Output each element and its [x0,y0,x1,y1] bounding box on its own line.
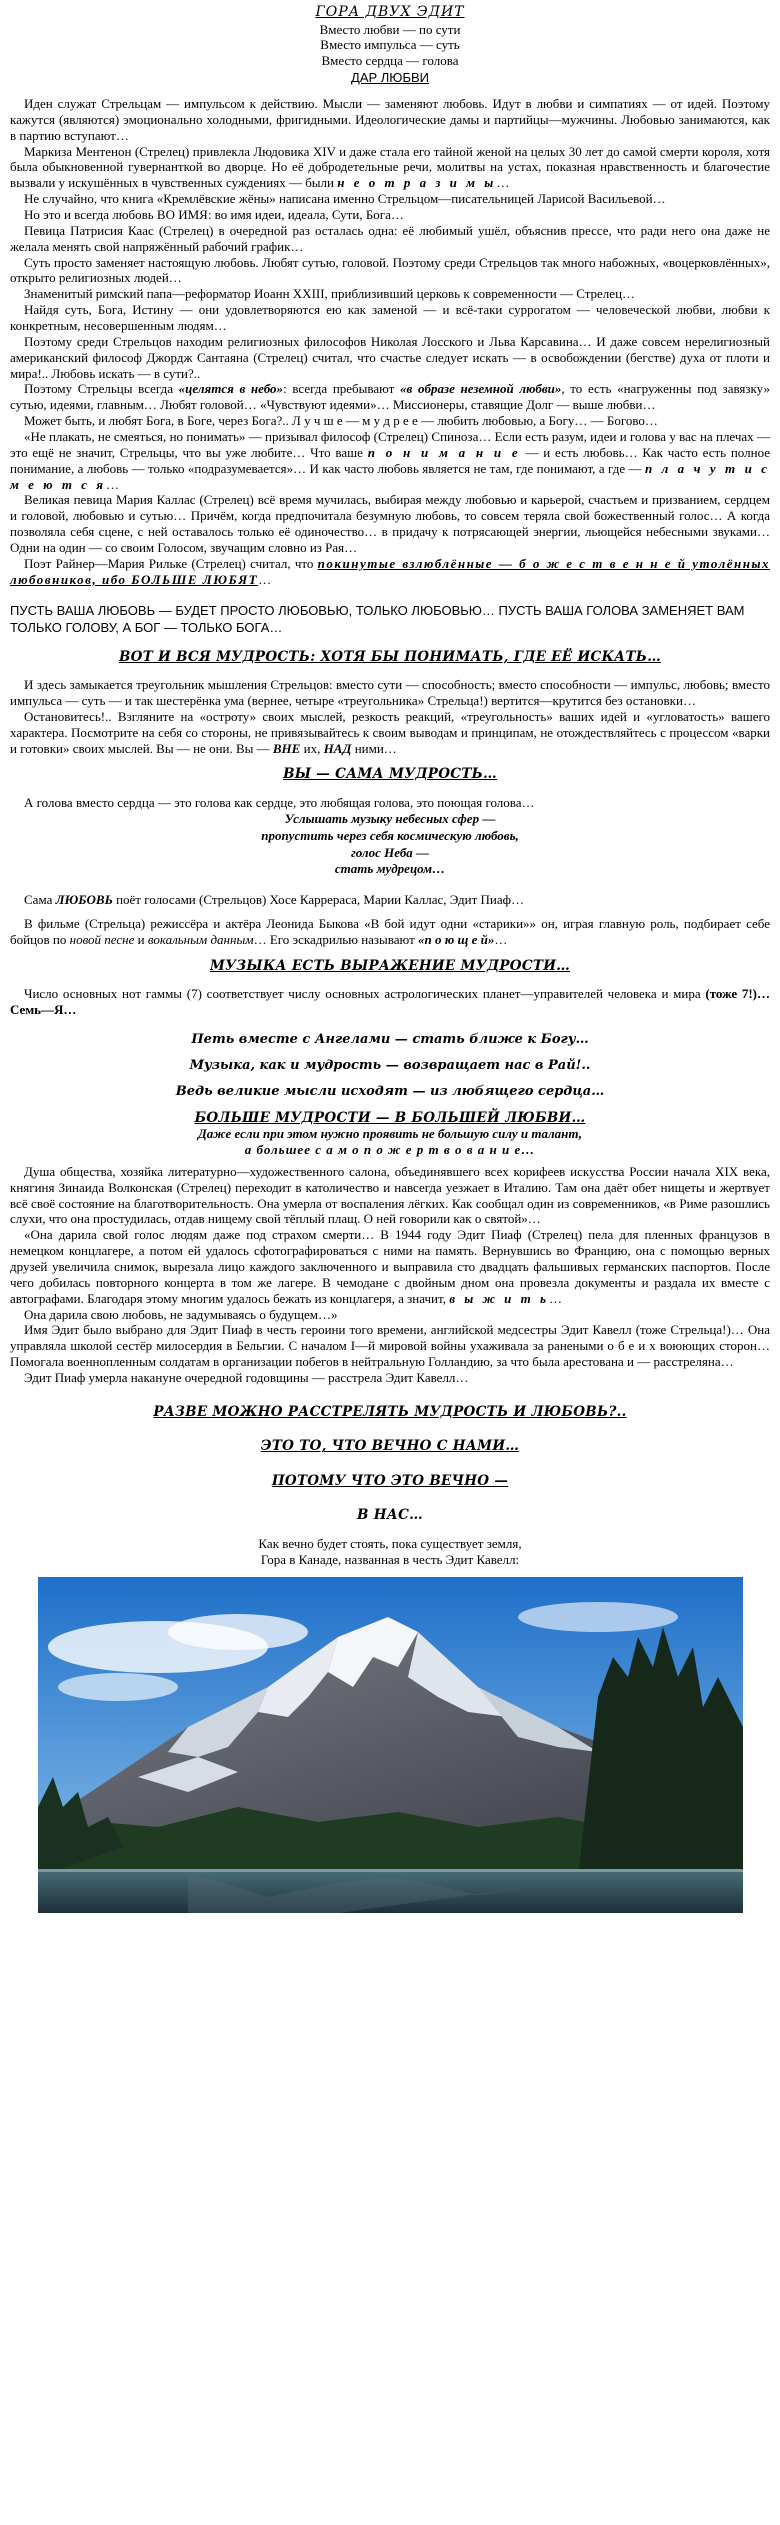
heading: МУЗЫКА ЕСТЬ ВЫРАЖЕНИЕ МУДРОСТИ… [209,957,571,974]
paragraph: Иден служат Стрельцам — импульсом к действию. Мысли — заменяют любовь. Идут в любви и симпатиях — от идей. Поэтому кажутся (являются) эмоционально холодными, фригидными. Идеологические дамы и партийцы—мужчины. Любовью занимаются, как в партию вступают… [10,95,770,143]
verse-line: стать мудрецом… [334,861,446,877]
text: … [494,932,508,948]
verse [10,811,770,879]
quote: Музыка, как и мудрость — возвращает нас в Рай!.. [189,1057,591,1073]
heading: ПОТОМУ ЧТО ЭТО ВЕЧНО — [271,1472,509,1489]
text: Число основных нот гаммы (7) соответствует числу основных астрологических планет—управителей человека и мира [24,986,701,1002]
paragraph [10,381,770,413]
paragraph: Не случайно, что книга «Кремлёвские жёны» написана именно Стрельцом—писательницей Ларисой Васильевой… [24,191,666,207]
verse-line: голос Неба — [350,844,430,860]
caps-statement: ПУСТЬ ВАША ЛЮБОВЬ — БУДЕТ ПРОСТО ЛЮБОВЬЮ, ТОЛЬКО ЛЮБОВЬЮ… ПУСТЬ ВАША ГОЛОВА ЗАМЕНЯЕТ ВАМ ТОЛЬКО ГОЛОВУ, А БОГ — ТОЛЬКО БОГА… [10,602,745,636]
paragraph: Суть просто заменяет настоящую любовь. Любят сутью, головой. Поэтому среди Стрельцов так много набожных, «воцерковлённых», открыто религиозных людей… [10,254,770,286]
emphasis: п л а ч у т и с м е ю т с я [10,460,770,492]
paragraph: Может быть, и любят Бога, в Боге, через Бога?.. Л у ч ш е — м у д р е е — любить любовью, а Богу… — Богово… [24,413,658,429]
heading: ВЫ — САМА МУДРОСТЬ… [283,766,497,783]
caption-line: Как вечно будет стоять, пока существует земля, [258,1535,522,1551]
paragraph: Имя Эдит было выбрано для Эдит Пиаф в честь героини того времени, английской медсестры Эдит Кавелл (тоже Стрельца!)… Она управляла школой сестёр милосердия в Бельгии. С началом I—й мировой войны ухаживала за ранеными о б е и х воюющих сторон… Помогала военнопленным солдатам в организации побегов в нейтральную Голландию, за что была арестована и — расстреляна… [10,1322,770,1370]
text: Сама [24,892,53,908]
caption-line: Гора в Канаде, названная в честь Эдит Кавелл: [260,1551,520,1567]
closing-caption [10,1536,770,1568]
verse-line: Услышать музыку небесных сфер — [284,810,496,826]
emphasis: в ы ж и т ь [449,1290,549,1306]
paragraph: А голова вместо сердца — это голова как сердце, это любящая голова, это поющая голова… [24,794,535,810]
paragraph: Эдит Пиаф умерла накануне очередной годовщины — расстрела Эдит Кавелл… [24,1370,469,1386]
epigraph-line: Вместо сердца — голова [321,52,459,68]
text: «Не плакать, не смеяться, но понимать» — призывал философ (Стрелец) Спиноза… Если есть разум, идеи и голова у вас на плечах — это ещё не значит, Стрельцы, что вы уже любите… Что ваше [10,428,770,460]
document [10,0,770,1913]
text: … [496,175,510,191]
paragraph: Певица Патрисия Каас (Стрелец) в очередной раз осталась одна: её любимый ушёл, объяснив прессе, что ради него она даже не желала менять свой напряжённый рабочий график… [10,222,770,254]
text: ними… [354,740,397,756]
paragraph [10,144,770,192]
text: поёт голосами (Стрельцов) Хосе Каррераса, Марии Каллас, Эдит Пиаф… [116,892,525,908]
emphasis: новой песне [69,932,135,948]
text: Маркиза Ментенон (Стрелец) привлекла Людовика XIV и даже стала его тайной женой на целых 30 лет до самой смерти короля, хотя была обыкновенной гувернанткой во дворце. Но её добродетельные речи, молитвы на устах, показная нравственность и благочестие вызвали у искушённых в чувственных суждениях — были [10,143,770,191]
text: … [106,476,119,492]
page-title: ГОРА ДВУХ ЭДИТ [315,4,465,20]
text: их, [303,740,321,756]
emphasis: НАД [323,740,352,756]
text: Поэтому Стрельцы всегда [24,381,173,397]
quote: Ведь великие мысли исходят — из любящего сердца… [175,1083,605,1099]
emphasis: «целятся в небо» [178,381,284,397]
mountain-landscape-image [38,1577,743,1913]
paragraph [10,556,770,588]
emphasis: п о н и м а н и е [367,444,521,460]
paragraph [10,709,770,757]
heading: ЭТО ТО, ЧТО ВЕЧНО С НАМИ… [260,1438,520,1455]
text: : всегда пребывают [283,381,395,397]
text: , то есть «нагруженны под завязку» сутью, идеями, главным… Любят головой… «Чувствуют идеями»… Миссионеры, ставящие Долг — выше любви… [10,381,771,413]
text: В фильме (Стрельца) режиссёра и актёра Леонида Быкова «В бой идут одни «старики»» он, играя главную роль, подбирает себе бойцов по [10,916,770,948]
emphasis: «в образе неземной любви» [400,381,562,397]
subheading: Даже если при этом нужно проявить не большую силу и талант, [197,1126,583,1142]
paragraph: Великая певица Мария Каллас (Стрелец) всё время мучилась, выбирая между любовью и карьерой, счастьем и призванием, сердцем и головой, любовью и сутью… Причём, когда предпочитала безумную любовь, то совсем теряла свой божественный голос… А когда позволяла себя сцене, с ней оставалось только её одиночество… в придачу к потрясающей энергии, льющейся небесными звуками… Одни на один — со своим Голосом, звучащим словно из Рая… [10,492,770,555]
subheading: а большее с а м о п о ж е р т в о в а н и е… [244,1141,536,1157]
paragraph: Душа общества, хозяйка литературно—художественного салона, объединявшего всех корифеев искусства России начала XIX века, княгиня Зинаида Волконская (Стрелец) переходит в католичество и навсегда уезжает в Италию. Там она даёт обет нищеты и жертвует всё своё состояние на благотворительность. Она умерла от воспаления лёгких. Как сообщал один из современников, «в Риме разошлись слухи, что она простудилась, отдав нищему свой тёплый плащ. О ней говорили как о святой»… [10,1163,770,1227]
epigraph-line: Вместо импульса — суть [320,37,460,53]
text: и [137,932,145,948]
emphasis: (тоже 7!)… Семь—Я… [10,986,771,1018]
paragraph [10,429,770,492]
heading: В НАС… [357,1507,423,1524]
heading: РАЗВЕ МОЖНО РАССТРЕЛЯТЬ МУДРОСТЬ И ЛЮБОВЬ?.. [153,1403,627,1420]
paragraph [10,916,770,948]
paragraph: И здесь замыкается треугольник мышления Стрельцов: вместо сути — способность; вместо способности — импульс, любовь; вместо импульса — суть — и так шестерёнка ума (вернее, четыре «треугольника» Стрельца!) вертится—крутится без остановки… [10,677,770,708]
heading: ВОТ И ВСЯ МУДРОСТЬ: ХОТЯ БЫ ПОНИМАТЬ, ГДЕ ЕЁ ИСКАТЬ… [118,648,662,665]
emphasis: ЛЮБОВЬ [55,892,113,908]
emphasis: ВНЕ [272,740,301,756]
section-title: ДАР ЛЮБВИ [351,70,429,86]
paragraph [10,1227,770,1306]
text: … [258,571,272,587]
text: … [548,1290,562,1306]
paragraph: Она дарила свою любовь, не задумываясь о будущем…» [24,1306,338,1322]
paragraph: Знаменитый римский папа—реформатор Иоанн XXIII, приблизивший церковь к современности — Стрелец… [24,286,636,302]
paragraph: Поэтому среди Стрельцов находим религиозных философов Николая Лосского и Льва Карсавина… И даже совсем нерелигиозный американский философ Джордж Сантаяна (Стрелец) считал, что счастье следует искать — в освобождении (бегстве) духа от плоти и мира!.. Любовь искать — в сути?.. [10,333,770,381]
verse-line: пропустить через себя космическую любовь, [261,827,519,843]
epigraph-line: Вместо любви — по сути [319,22,461,38]
text: … Его эскадрилью называют [253,932,415,948]
heading: БОЛЬШЕ МУДРОСТИ — В БОЛЬШЕЙ ЛЮБВИ… [194,1109,586,1126]
emphasis: вокальным данным [147,932,254,948]
paragraph: Найдя суть, Бога, Истину — они удовлетворяются ею как заменой — и всё-таки суррогатом — человеческой любви, любви к конкретным, несовершенным людям… [10,302,770,333]
epigraph [10,22,770,68]
text: — и есть любовь… Как часто есть полное понимание, а любовь — только «подразумевается»… И как часто любовь является не там, где понимают, а где — [10,444,771,476]
quote: Петь вместе с Ангелами — стать ближе к Богу… [191,1032,589,1048]
paragraph [10,892,770,908]
paragraph [10,986,770,1018]
paragraph: Но это и всегда любовь ВО ИМЯ: во имя идеи, идеала, Сути, Бога… [24,206,404,222]
mountain-photo [38,1577,743,1913]
text: Остановитесь!.. Взгляните на «остроту» своих мыслей, резкость реакций, «треугольность» ваших идей и «угловатость» вашего характера. Посмотрите на себя со стороны, не привязывайтесь к своим выводам и принципам, не отождествляйтесь с процессом «варки и готовки» своих мыслей. Вы — не они. Вы — [10,708,770,756]
text: «Она дарила свой голос людям даже под страхом смерти… В 1944 году Эдит Пиаф (Стрелец) пела для пленных французов в немецком концлагере, а потом ей удалось сфотографироваться с ними на память. Вернувшись во Францию, она с помощью верных друзей увеличила снимок, вырезала лицо каждого заключенного и выправила сто двадцать фальшивых германских паспортов. После чего добилась повторного концерта в том же лагере. В чемодане с двойным дном она провезла документы и раздала их вместе с автографами. Благодаря этому многим удалось бежать из концлагеря, а значит, [10,1227,770,1306]
text: Поэт Райнер—Мария Рильке (Стрелец) считал, что [24,555,314,571]
emphasis: «п о ю щ е й» [418,932,495,948]
emphasis: н е о т р а з и м ы [337,175,497,191]
emphasis: покинутые взлюблённые — б о ж е с т в е н н е й утолённых любовников, ибо БОЛЬШЕ ЛЮБЯТ [10,555,770,587]
